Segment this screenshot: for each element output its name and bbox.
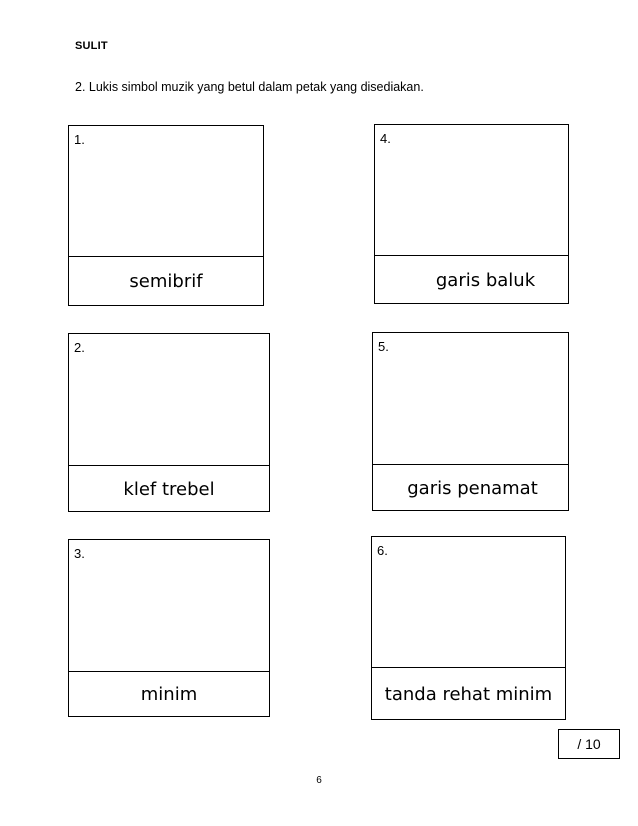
box-number: 6. bbox=[377, 543, 388, 558]
page-number: 6 bbox=[316, 775, 322, 786]
drawing-box-1[interactable] bbox=[68, 125, 264, 306]
box-number: 4. bbox=[380, 131, 391, 146]
answer-label-area bbox=[375, 255, 568, 304]
box-label: garis baluk bbox=[435, 269, 536, 291]
drawing-box-5[interactable] bbox=[372, 332, 569, 511]
answer-label-area bbox=[372, 667, 565, 720]
box-label: klef trebel bbox=[123, 478, 215, 500]
box-label: minim bbox=[140, 684, 198, 705]
box-number: 2. bbox=[74, 340, 85, 355]
drawing-box-6[interactable] bbox=[371, 536, 566, 720]
drawing-box-4[interactable] bbox=[374, 124, 569, 304]
classification-header: SULIT bbox=[75, 40, 108, 52]
question-instruction: 2. Lukis simbol muzik yang betul dalam petak yang disediakan. bbox=[75, 80, 424, 94]
answer-label-area bbox=[69, 256, 263, 306]
answer-label-area bbox=[373, 464, 568, 511]
score-box: / 10 bbox=[558, 729, 620, 759]
box-number: 3. bbox=[74, 546, 85, 561]
drawing-box-3[interactable] bbox=[68, 539, 270, 717]
answer-label-area bbox=[69, 465, 269, 512]
answer-label-area bbox=[69, 671, 269, 717]
box-label: tanda rehat minim bbox=[384, 683, 553, 705]
box-label: garis penamat bbox=[407, 477, 538, 499]
box-number: 5. bbox=[378, 339, 389, 354]
drawing-box-2[interactable] bbox=[68, 333, 270, 512]
box-number: 1. bbox=[74, 132, 85, 147]
box-label: semibrif bbox=[129, 271, 203, 292]
